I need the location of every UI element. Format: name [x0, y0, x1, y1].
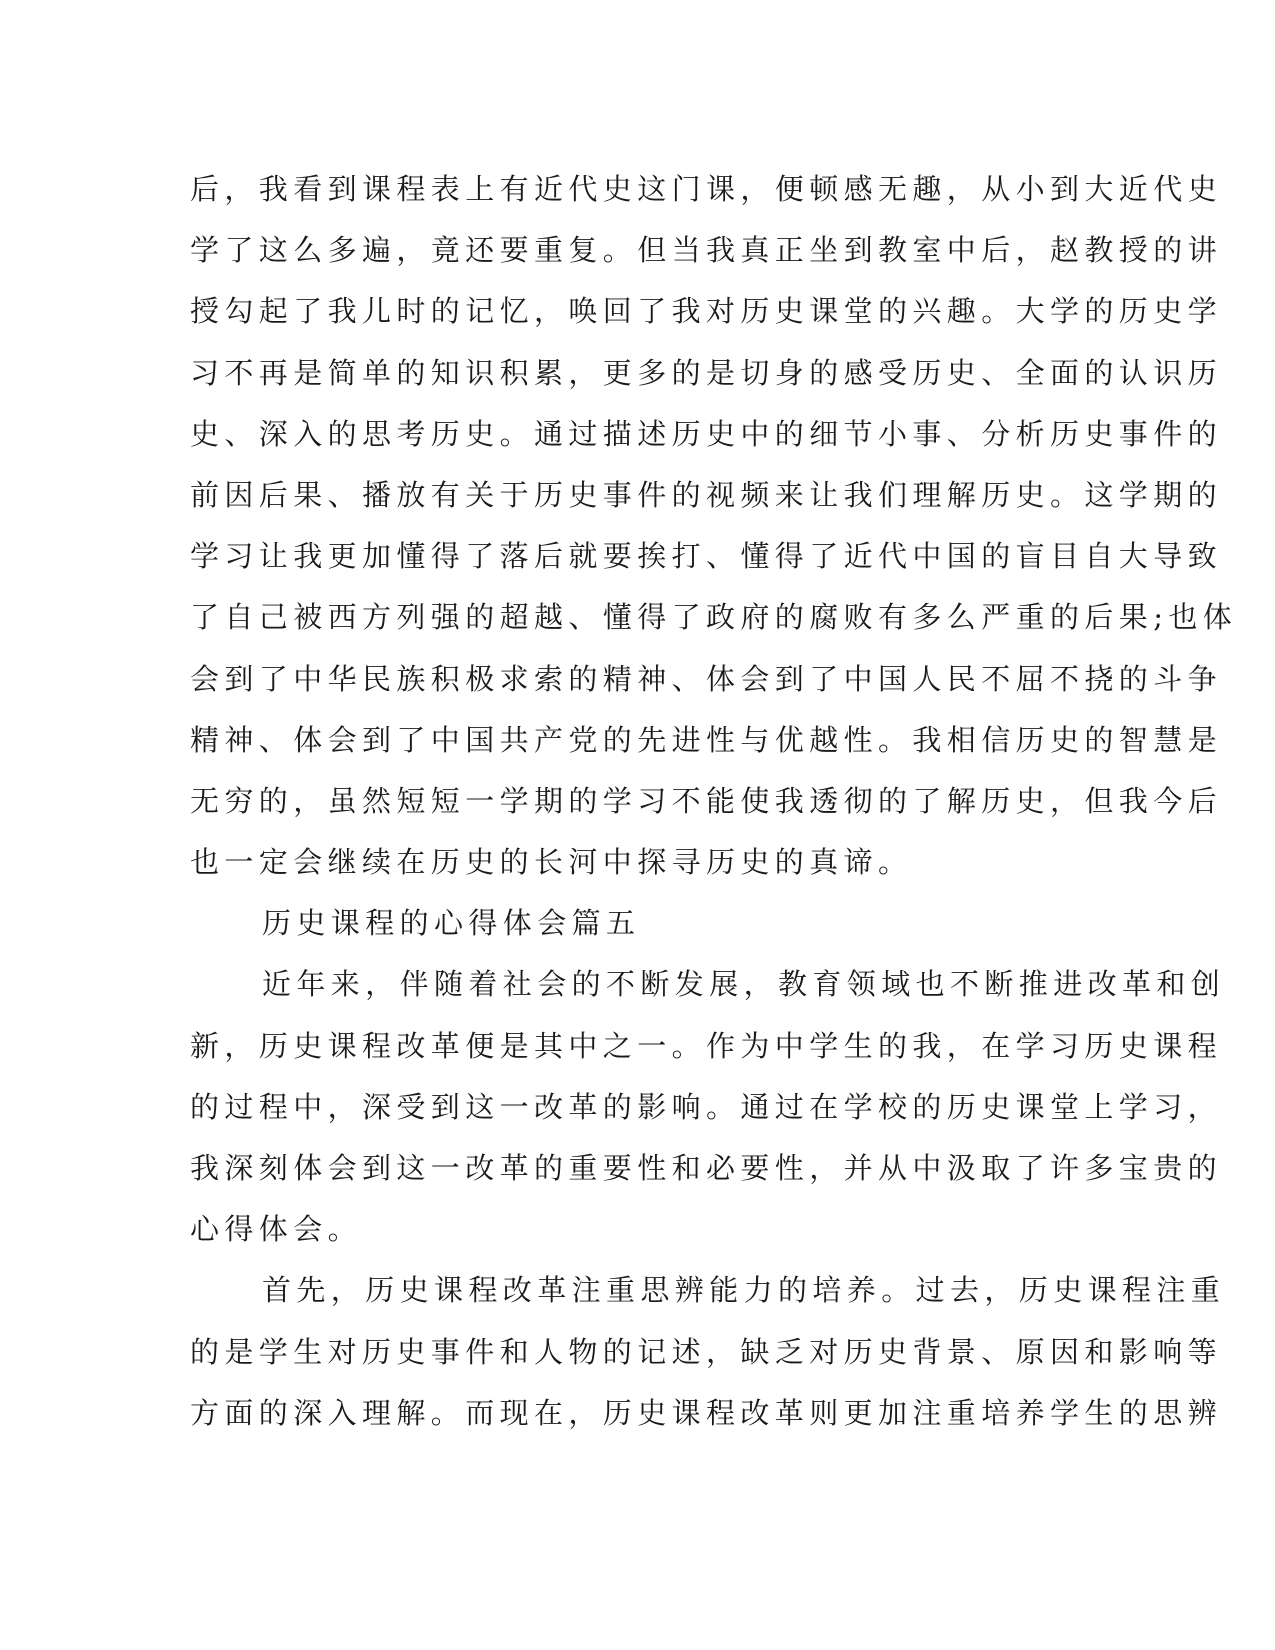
text-line: 学了这么多遍，竟还要重复。但当我真正坐到教室中后，赵教授的讲	[190, 233, 1223, 268]
text-line: 的是学生对历史事件和人物的记述，缺乏对历史背景、原因和影响等	[190, 1334, 1223, 1369]
text-line: 近年来，伴随着社会的不断发展，教育领域也不断推进改革和创	[262, 967, 1226, 1002]
text-line: 也一定会继续在历史的长河中探寻历史的真谛。	[190, 845, 913, 880]
text-line: 的过程中，深受到这一改革的影响。通过在学校的历史课堂上学习，	[190, 1089, 1223, 1124]
text-line: 新，历史课程改革便是其中之一。作为中学生的我，在学习历史课程	[190, 1028, 1223, 1063]
text-line: 后，我看到课程表上有近代史这门课，便顿感无趣，从小到大近代史	[190, 172, 1223, 206]
text-line: 无穷的，虽然短短一学期的学习不能使我透彻的了解历史，但我今后	[190, 783, 1223, 818]
text-line: 会到了中华民族积极求索的精神、体会到了中国人民不屈不挠的斗争	[190, 661, 1223, 696]
text-line: 授勾起了我儿时的记忆，唤回了我对历史课堂的兴趣。大学的历史学	[190, 294, 1223, 329]
text-line: 方面的深入理解。而现在，历史课程改革则更加注重培养学生的思辨	[190, 1395, 1223, 1430]
document-body	[190, 159, 1238, 1444]
text-line: 我深刻体会到这一改革的重要性和必要性，并从中汲取了许多宝贵的	[190, 1151, 1223, 1185]
section-heading: 历史课程的心得体会篇五	[262, 906, 641, 941]
text-line: 前因后果、播放有关于历史事件的视频来让我们理解历史。这学期的	[190, 477, 1223, 512]
text-line: 精神、体会到了中国共产党的先进性与优越性。我相信历史的智慧是	[190, 722, 1223, 757]
text-line: 心得体会。	[190, 1212, 363, 1247]
text-line: 习不再是简单的知识积累，更多的是切身的感受历史、全面的认识历	[190, 355, 1223, 390]
text-line: 学习让我更加懂得了落后就要挨打、懂得了近代中国的盲目自大导致	[190, 539, 1223, 574]
text-line: 首先，历史课程改革注重思辨能力的培养。过去，历史课程注重	[262, 1273, 1226, 1308]
text-line: 史、深入的思考历史。通过描述历史中的细节小事、分析历史事件的	[190, 416, 1223, 451]
text-line: 了自己被西方列强的超越、懂得了政府的腐败有多么严重的后果;也体	[190, 600, 1238, 635]
